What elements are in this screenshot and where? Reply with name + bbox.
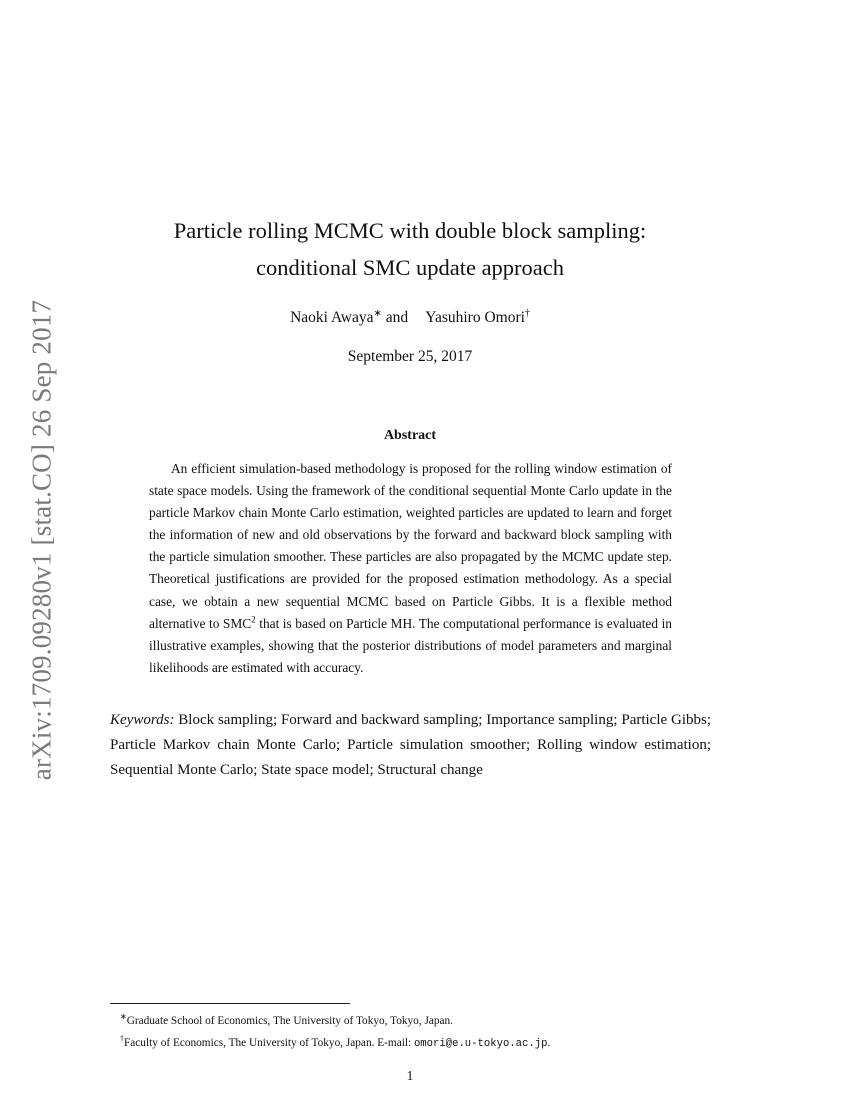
author-name: Naoki Awaya bbox=[290, 309, 374, 327]
arxiv-identifier-stamp[interactable]: arXiv:1709.09280v1 [stat.CO] 26 Sep 2017 bbox=[26, 299, 57, 781]
page-number: 1 bbox=[406, 1068, 414, 1083]
abstract-text-part-2: that is based on Particle MH. The computational performance is evaluated in illustrative examples, showing that the posterior distributions of model parameters and marginal likelihoods are estimated with accuracy. bbox=[149, 615, 672, 675]
author-joiner: and bbox=[385, 309, 409, 327]
abstract-superscript: 2 bbox=[251, 614, 256, 625]
footnote-mark: † bbox=[120, 1033, 124, 1043]
keywords-paragraph bbox=[110, 708, 711, 783]
footnote-item bbox=[110, 1008, 710, 1030]
footnote-mark: ∗ bbox=[120, 1012, 127, 1021]
author-name: Yasuhiro Omori bbox=[425, 309, 525, 327]
abstract-heading: Abstract bbox=[383, 428, 437, 443]
keywords-label: Keywords: bbox=[110, 712, 175, 728]
abstract-text-part-1: An efficient simulation-based methodology is proposed for the rolling window estimation of state space models. Using the framework of the conditional sequential Monte Carlo update in the particle Markov chain Monte Carlo estimation, weighted particles are updated to learn and forget the information of new and old observations by the forward and backward block sampling with the particle simulation smoother. These particles are also propagated by the MCMC update step. Theoretical justifications are provided for the proposed estimation methodology. As a special case, we obtain a new sequential MCMC based on Particle Gibbs. It is a flexible method alternative to SMC bbox=[149, 461, 672, 631]
footnote-text: Graduate School of Economics, The University of Tokyo, Tokyo, Japan. bbox=[126, 1014, 453, 1027]
footnote-divider bbox=[110, 1003, 350, 1004]
email-link[interactable]: omori@e.u-tokyo.ac.jp bbox=[413, 1037, 548, 1050]
publication-date: September 25, 2017 bbox=[347, 348, 473, 365]
paper-title bbox=[110, 212, 710, 286]
author-footnote-mark: ∗ bbox=[373, 308, 382, 319]
author-footnote-mark: † bbox=[524, 308, 530, 319]
abstract-text bbox=[149, 458, 672, 679]
author-list bbox=[110, 308, 710, 327]
footnote-suffix: . bbox=[547, 1036, 551, 1049]
title-line-1: Particle rolling MCMC with double block sampling: bbox=[173, 218, 647, 243]
title-line-2: conditional SMC update approach bbox=[255, 255, 565, 280]
footnotes bbox=[110, 1008, 710, 1053]
footnote-text: Faculty of Economics, The University of Tokyo, Japan. E-mail: bbox=[124, 1036, 414, 1049]
footnote-item bbox=[110, 1030, 710, 1053]
keywords-text: Block sampling; Forward and backward sampling; Importance sampling; Particle Gibbs; Particle Markov chain Monte Carlo; Particle simulation smoother; Rolling window estimation; Sequential Monte Carlo; State space model; Structural change bbox=[110, 712, 712, 778]
